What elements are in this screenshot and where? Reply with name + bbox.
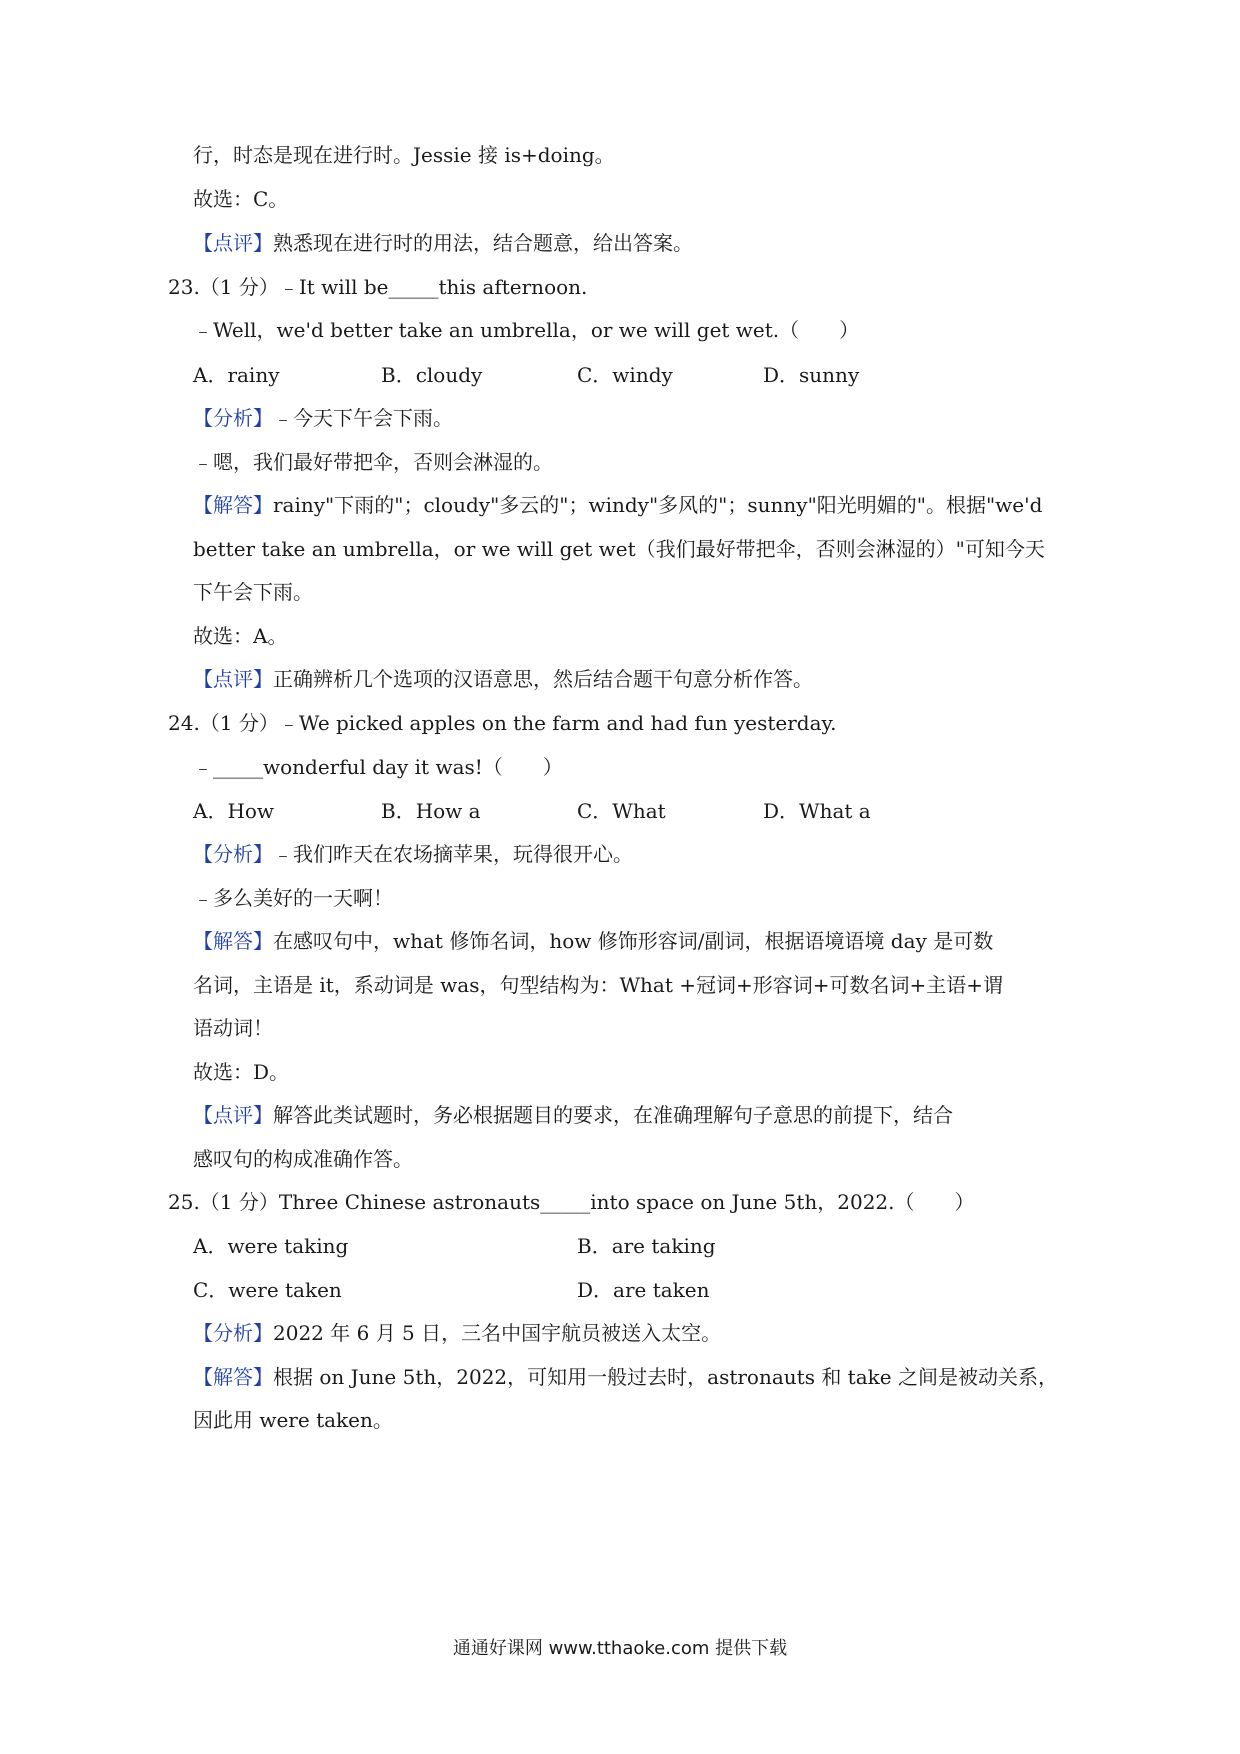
q25-solution-line2: 因此用 were taken。 xyxy=(193,1408,393,1432)
q24-solution xyxy=(193,926,993,956)
q23-stem-line1: 23.（1 分）﹣It will be_____this afternoon. xyxy=(168,275,588,299)
solution-text: 在感叹句中，what 修饰名词，how 修饰形容词/副词，根据语境语境 day 是可数 xyxy=(273,929,994,953)
analysis-tag: 【分析】 xyxy=(193,1321,273,1345)
q23-option-d: D．sunny xyxy=(763,363,860,387)
q24-option-c: C．What xyxy=(577,799,666,823)
analysis-text: 2022 年 6 月 5 日，三名中国宇航员被送入太空。 xyxy=(273,1321,722,1345)
q23-option-a: A．rainy xyxy=(193,363,280,387)
q23-option-b: B．cloudy xyxy=(381,363,483,387)
q25-analysis xyxy=(193,1318,721,1348)
q24-option-d: D．What a xyxy=(763,799,871,823)
analysis-text: ﹣今天下午会下雨。 xyxy=(273,406,453,430)
comment-tag: 【点评】 xyxy=(193,667,273,691)
comment-text: 熟悉现在进行时的用法，结合题意，给出答案。 xyxy=(273,231,693,255)
q25-option-c: C．were taken xyxy=(193,1278,342,1302)
comment-tag: 【点评】 xyxy=(193,1103,273,1127)
analysis-tag: 【分析】 xyxy=(193,842,273,866)
analysis-text: ﹣我们昨天在农场摘苹果，玩得很开心。 xyxy=(273,842,633,866)
q23-solution-line3: 下午会下雨。 xyxy=(193,580,313,604)
q23-analysis xyxy=(193,403,453,433)
page-footer: 通通好课网 www.tthaoke.com 提供下载 xyxy=(452,1638,788,1659)
q24-option-b: B．How a xyxy=(381,799,481,823)
q23-comment xyxy=(193,664,813,694)
q24-comment xyxy=(193,1100,953,1130)
solution-text: rainy"下雨的"；cloudy"多云的"；windy"多风的"；sunny"阳光明媚的"。根据"we'd xyxy=(273,493,1043,517)
q24-stem-line2: ﹣_____wonderful day it was!（ ） xyxy=(193,755,563,779)
q24-answer: 故选：D。 xyxy=(193,1060,290,1084)
q25-option-d: D．are taken xyxy=(577,1278,710,1302)
q24-solution-line2: 名词，主语是 it，系动词是 was，句型结构为：What +冠词+形容词+可数名词+主语+谓 xyxy=(193,973,1003,997)
analysis-tag: 【分析】 xyxy=(193,406,273,430)
comment-tag: 【点评】 xyxy=(193,231,273,255)
q23-option-c: C．windy xyxy=(577,363,673,387)
q24-stem-line1: 24.（1 分）﹣We picked apples on the farm and had fun yesterday. xyxy=(168,711,837,735)
q24-comment-line2: 感叹句的构成准确作答。 xyxy=(193,1147,413,1171)
q25-solution xyxy=(193,1362,1058,1392)
comment-text: 正确辨析几个选项的汉语意思，然后结合题干句意分析作答。 xyxy=(273,667,813,691)
q23-solution-line2: better take an umbrella，or we will get wet（我们最好带把伞，否则会淋湿的）"可知今天 xyxy=(193,537,1045,561)
q25-option-a: A．were taking xyxy=(193,1234,349,1258)
q22-comment xyxy=(193,228,693,258)
solution-tag: 【解答】 xyxy=(193,493,273,517)
q24-option-a: A．How xyxy=(193,799,275,823)
q23-answer: 故选：A。 xyxy=(193,624,288,648)
q23-stem-line2: ﹣Well，we'd better take an umbrella，or we will get wet.（ ） xyxy=(193,318,860,342)
solution-tag: 【解答】 xyxy=(193,929,273,953)
q22-answer: 故选：C。 xyxy=(193,187,289,211)
q23-analysis-line2: ﹣嗯，我们最好带把伞，否则会淋湿的。 xyxy=(193,450,553,474)
solution-tag: 【解答】 xyxy=(193,1365,273,1389)
solution-text: 根据 on June 5th，2022，可知用一般过去时，astronauts 和 take 之间是被动关系， xyxy=(273,1365,1058,1389)
q25-stem-line1: 25.（1 分）Three Chinese astronauts_____into space on June 5th，2022.（ ） xyxy=(168,1190,975,1214)
q23-solution xyxy=(193,490,1042,520)
q24-analysis-line2: ﹣多么美好的一天啊！ xyxy=(193,886,393,910)
q24-solution-line3: 语动词！ xyxy=(193,1016,273,1040)
q24-analysis xyxy=(193,839,633,869)
comment-text: 解答此类试题时，务必根据题目的要求，在准确理解句子意思的前提下，结合 xyxy=(273,1103,953,1127)
q25-option-b: B．are taking xyxy=(577,1234,716,1258)
q22-explanation-tail: 行，时态是现在进行时。Jessie 接 is+doing。 xyxy=(193,143,615,167)
